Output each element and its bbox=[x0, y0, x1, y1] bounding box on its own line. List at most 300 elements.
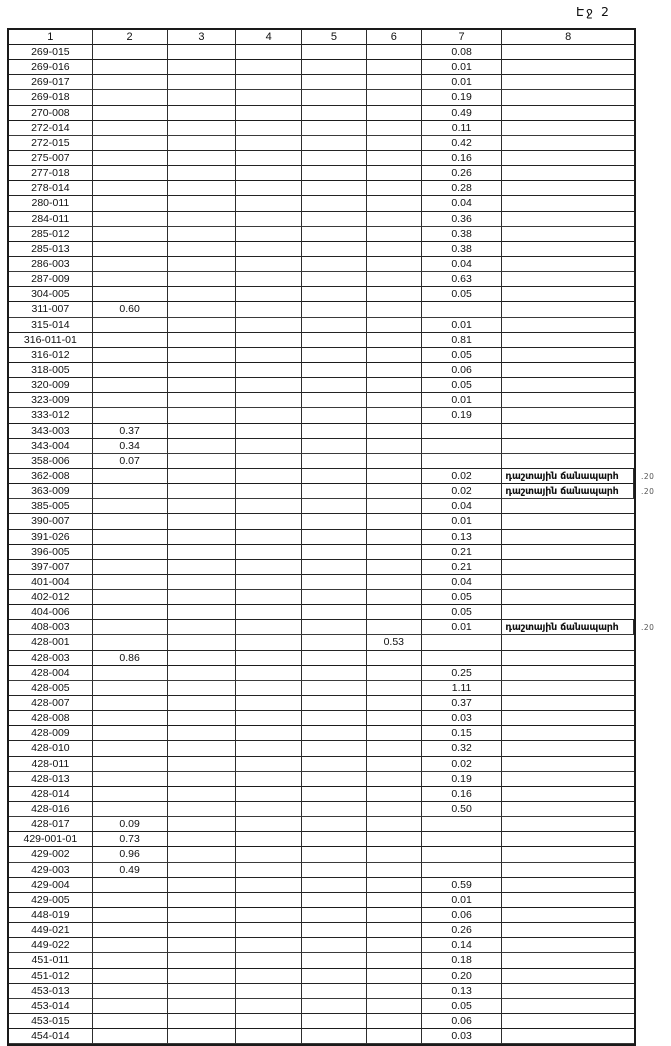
table-row bbox=[9, 302, 634, 317]
cell-col-3 bbox=[168, 60, 237, 75]
cell-col-5 bbox=[302, 242, 367, 257]
cell-col-6 bbox=[367, 378, 422, 393]
cell-col-8 bbox=[502, 196, 634, 211]
cell-col-3 bbox=[168, 439, 237, 454]
cell-col-4 bbox=[236, 878, 302, 893]
cell-col-4 bbox=[236, 393, 302, 408]
cell-col-7: 0.36 bbox=[422, 212, 503, 227]
cell-col-2 bbox=[93, 90, 168, 105]
cell-col-7: 0.04 bbox=[422, 575, 503, 590]
cell-col-4 bbox=[236, 635, 302, 650]
cell-col-5 bbox=[302, 560, 367, 575]
cell-col-5 bbox=[302, 212, 367, 227]
table-row bbox=[9, 45, 634, 60]
cell-col-6 bbox=[367, 348, 422, 363]
cell-col-5 bbox=[302, 772, 367, 787]
cell-col-4 bbox=[236, 121, 302, 136]
cell-col-8 bbox=[502, 60, 634, 75]
table-row bbox=[9, 938, 634, 953]
cell-col-5 bbox=[302, 741, 367, 756]
cell-col-6 bbox=[367, 938, 422, 953]
cell-parcel-id: 318-005 bbox=[9, 363, 93, 378]
cell-col-4 bbox=[236, 893, 302, 908]
table-row bbox=[9, 393, 634, 408]
cell-col-7 bbox=[422, 817, 503, 832]
cell-col-8 bbox=[502, 741, 634, 756]
cell-col-8 bbox=[502, 575, 634, 590]
cell-col-3 bbox=[168, 408, 237, 423]
cell-col-8 bbox=[502, 514, 634, 529]
table-row bbox=[9, 196, 634, 211]
margin-note: .20 bbox=[641, 623, 655, 633]
cell-col-7: 0.04 bbox=[422, 257, 503, 272]
cell-col-7: 0.37 bbox=[422, 696, 503, 711]
column-header-4: 4 bbox=[236, 30, 302, 45]
cell-col-3 bbox=[168, 181, 237, 196]
cell-parcel-id: 270-008 bbox=[9, 106, 93, 121]
table-row bbox=[9, 847, 634, 862]
cell-col-3 bbox=[168, 106, 237, 121]
cell-parcel-id: 429-005 bbox=[9, 893, 93, 908]
cell-col-5 bbox=[302, 121, 367, 136]
cell-col-4 bbox=[236, 454, 302, 469]
cell-col-4 bbox=[236, 1029, 302, 1044]
cell-col-2 bbox=[93, 605, 168, 620]
cell-parcel-id: 285-012 bbox=[9, 227, 93, 242]
cell-col-4 bbox=[236, 272, 302, 287]
cell-col-2 bbox=[93, 560, 168, 575]
cell-col-3 bbox=[168, 348, 237, 363]
cell-col-4 bbox=[236, 60, 302, 75]
cell-col-3 bbox=[168, 741, 237, 756]
table-row bbox=[9, 726, 634, 741]
cell-col-2 bbox=[93, 545, 168, 560]
cell-col-7 bbox=[422, 832, 503, 847]
cell-col-6 bbox=[367, 908, 422, 923]
cell-col-7: 0.01 bbox=[422, 393, 503, 408]
cell-col-3 bbox=[168, 878, 237, 893]
cell-col-2 bbox=[93, 181, 168, 196]
cell-col-2: 0.07 bbox=[93, 454, 168, 469]
cell-col-5 bbox=[302, 75, 367, 90]
cell-col-2 bbox=[93, 696, 168, 711]
cell-col-8 bbox=[502, 151, 634, 166]
cell-col-6 bbox=[367, 545, 422, 560]
cell-parcel-id: 286-003 bbox=[9, 257, 93, 272]
column-header-2: 2 bbox=[93, 30, 168, 45]
cell-col-8 bbox=[502, 530, 634, 545]
cell-col-4 bbox=[236, 227, 302, 242]
cell-col-4 bbox=[236, 1014, 302, 1029]
cell-col-2 bbox=[93, 772, 168, 787]
cell-col-2 bbox=[93, 257, 168, 272]
cell-col-8 bbox=[502, 772, 634, 787]
cell-col-5 bbox=[302, 106, 367, 121]
cell-col-2 bbox=[93, 1029, 168, 1044]
cell-col-8 bbox=[502, 363, 634, 378]
cell-col-4 bbox=[236, 530, 302, 545]
cell-col-8 bbox=[502, 212, 634, 227]
cell-col-3 bbox=[168, 575, 237, 590]
cell-col-4 bbox=[236, 560, 302, 575]
cell-col-2 bbox=[93, 227, 168, 242]
cell-col-3 bbox=[168, 605, 237, 620]
cell-col-5 bbox=[302, 726, 367, 741]
table-row bbox=[9, 832, 634, 847]
cell-col-2: 0.37 bbox=[93, 424, 168, 439]
cell-col-5 bbox=[302, 333, 367, 348]
cell-parcel-id: 428-008 bbox=[9, 711, 93, 726]
cell-col-7: 0.04 bbox=[422, 499, 503, 514]
column-header-8: 8 bbox=[502, 30, 634, 45]
cell-col-2 bbox=[93, 635, 168, 650]
cell-col-2 bbox=[93, 893, 168, 908]
table-row bbox=[9, 878, 634, 893]
cell-col-7: 0.59 bbox=[422, 878, 503, 893]
cell-col-6 bbox=[367, 484, 422, 499]
cell-parcel-id: 428-007 bbox=[9, 696, 93, 711]
cell-col-7: 0.15 bbox=[422, 726, 503, 741]
table-row bbox=[9, 136, 634, 151]
column-header-5: 5 bbox=[302, 30, 367, 45]
cell-col-5 bbox=[302, 45, 367, 60]
table-row bbox=[9, 227, 634, 242]
cell-col-7 bbox=[422, 635, 503, 650]
cell-col-6 bbox=[367, 741, 422, 756]
cell-col-5 bbox=[302, 651, 367, 666]
cell-parcel-id: 385-005 bbox=[9, 499, 93, 514]
cell-col-2: 0.60 bbox=[93, 302, 168, 317]
cell-col-3 bbox=[168, 681, 237, 696]
cell-col-4 bbox=[236, 681, 302, 696]
cell-col-6 bbox=[367, 181, 422, 196]
cell-col-6 bbox=[367, 575, 422, 590]
cell-col-4 bbox=[236, 999, 302, 1014]
cell-col-2 bbox=[93, 60, 168, 75]
cell-col-8: դաշտային ճանապարհ bbox=[502, 620, 634, 635]
cell-col-8 bbox=[502, 893, 634, 908]
cell-col-5 bbox=[302, 681, 367, 696]
cell-parcel-id: 428-001 bbox=[9, 635, 93, 650]
cell-parcel-id: 453-014 bbox=[9, 999, 93, 1014]
cell-col-2 bbox=[93, 166, 168, 181]
cell-col-5 bbox=[302, 711, 367, 726]
cell-col-6 bbox=[367, 878, 422, 893]
cell-col-6 bbox=[367, 711, 422, 726]
cell-parcel-id: 269-018 bbox=[9, 90, 93, 105]
cell-parcel-id: 428-011 bbox=[9, 757, 93, 772]
cell-col-6 bbox=[367, 953, 422, 968]
cell-col-5 bbox=[302, 878, 367, 893]
cell-col-7: 0.01 bbox=[422, 514, 503, 529]
cell-col-7: 0.38 bbox=[422, 227, 503, 242]
cell-parcel-id: 284-011 bbox=[9, 212, 93, 227]
cell-col-5 bbox=[302, 499, 367, 514]
cell-col-8 bbox=[502, 984, 634, 999]
cell-col-3 bbox=[168, 378, 237, 393]
cell-col-2 bbox=[93, 272, 168, 287]
cell-col-4 bbox=[236, 863, 302, 878]
cell-col-8 bbox=[502, 424, 634, 439]
cell-col-8 bbox=[502, 969, 634, 984]
cell-col-3 bbox=[168, 938, 237, 953]
cell-col-7 bbox=[422, 302, 503, 317]
cell-col-2 bbox=[93, 741, 168, 756]
cell-parcel-id: 429-004 bbox=[9, 878, 93, 893]
cell-col-3 bbox=[168, 393, 237, 408]
cell-col-4 bbox=[236, 90, 302, 105]
cell-col-4 bbox=[236, 832, 302, 847]
cell-col-6 bbox=[367, 212, 422, 227]
cell-col-8 bbox=[502, 45, 634, 60]
cell-parcel-id: 269-015 bbox=[9, 45, 93, 60]
cell-col-3 bbox=[168, 923, 237, 938]
cell-col-6 bbox=[367, 757, 422, 772]
cell-parcel-id: 428-013 bbox=[9, 772, 93, 787]
cell-parcel-id: 428-009 bbox=[9, 726, 93, 741]
cell-col-6 bbox=[367, 272, 422, 287]
cell-col-6 bbox=[367, 227, 422, 242]
cell-col-8 bbox=[502, 711, 634, 726]
table-row bbox=[9, 60, 634, 75]
table-row bbox=[9, 787, 634, 802]
cell-col-2 bbox=[93, 242, 168, 257]
column-header-7: 7 bbox=[422, 30, 503, 45]
cell-col-4 bbox=[236, 908, 302, 923]
cell-col-7: 0.16 bbox=[422, 151, 503, 166]
cell-col-5 bbox=[302, 393, 367, 408]
table-row bbox=[9, 378, 634, 393]
cell-col-3 bbox=[168, 499, 237, 514]
cell-col-7: 0.18 bbox=[422, 953, 503, 968]
cell-col-3 bbox=[168, 984, 237, 999]
table-row bbox=[9, 318, 634, 333]
cell-col-4 bbox=[236, 605, 302, 620]
cell-col-5 bbox=[302, 635, 367, 650]
cell-col-3 bbox=[168, 817, 237, 832]
cell-parcel-id: 429-001-01 bbox=[9, 832, 93, 847]
cell-col-6 bbox=[367, 605, 422, 620]
cell-col-5 bbox=[302, 257, 367, 272]
cell-col-4 bbox=[236, 802, 302, 817]
cell-col-4 bbox=[236, 575, 302, 590]
table-row bbox=[9, 272, 634, 287]
table-row bbox=[9, 817, 634, 832]
cell-col-2 bbox=[93, 711, 168, 726]
cell-col-6 bbox=[367, 196, 422, 211]
cell-parcel-id: 280-011 bbox=[9, 196, 93, 211]
cell-col-2 bbox=[93, 984, 168, 999]
cell-col-3 bbox=[168, 469, 237, 484]
cell-col-2 bbox=[93, 923, 168, 938]
cell-col-2 bbox=[93, 999, 168, 1014]
cell-col-8 bbox=[502, 878, 634, 893]
cell-col-5 bbox=[302, 953, 367, 968]
cell-parcel-id: 311-007 bbox=[9, 302, 93, 317]
cell-col-8 bbox=[502, 605, 634, 620]
cell-col-7: 0.02 bbox=[422, 484, 503, 499]
table-row bbox=[9, 757, 634, 772]
cell-col-3 bbox=[168, 136, 237, 151]
cell-col-5 bbox=[302, 514, 367, 529]
cell-col-3 bbox=[168, 545, 237, 560]
table-row bbox=[9, 923, 634, 938]
cell-col-7: 0.20 bbox=[422, 969, 503, 984]
cell-col-5 bbox=[302, 272, 367, 287]
cell-col-6 bbox=[367, 984, 422, 999]
cell-col-5 bbox=[302, 530, 367, 545]
cell-col-7: 0.05 bbox=[422, 287, 503, 302]
cell-col-3 bbox=[168, 847, 237, 862]
table-row bbox=[9, 439, 634, 454]
cell-col-6 bbox=[367, 893, 422, 908]
cell-col-3 bbox=[168, 651, 237, 666]
cell-col-5 bbox=[302, 348, 367, 363]
cell-col-4 bbox=[236, 287, 302, 302]
cell-col-6 bbox=[367, 90, 422, 105]
cell-parcel-id: 363-009 bbox=[9, 484, 93, 499]
table-row bbox=[9, 620, 655, 635]
cell-col-8 bbox=[502, 121, 634, 136]
cell-parcel-id: 428-017 bbox=[9, 817, 93, 832]
cell-col-5 bbox=[302, 893, 367, 908]
cell-col-6 bbox=[367, 863, 422, 878]
cell-parcel-id: 429-003 bbox=[9, 863, 93, 878]
cell-col-2 bbox=[93, 757, 168, 772]
cell-col-6 bbox=[367, 106, 422, 121]
table-row bbox=[9, 424, 634, 439]
cell-col-2 bbox=[93, 908, 168, 923]
cell-col-4 bbox=[236, 318, 302, 333]
cell-parcel-id: 404-006 bbox=[9, 605, 93, 620]
cell-col-4 bbox=[236, 106, 302, 121]
cell-col-4 bbox=[236, 741, 302, 756]
cell-col-3 bbox=[168, 272, 237, 287]
cell-col-4 bbox=[236, 424, 302, 439]
cell-col-4 bbox=[236, 666, 302, 681]
cell-col-5 bbox=[302, 605, 367, 620]
cell-col-4 bbox=[236, 545, 302, 560]
cell-col-8 bbox=[502, 454, 634, 469]
cell-col-2 bbox=[93, 953, 168, 968]
cell-col-7: 0.50 bbox=[422, 802, 503, 817]
cell-col-8: դաշտային ճանապարհ bbox=[502, 484, 634, 499]
cell-col-3 bbox=[168, 454, 237, 469]
cell-parcel-id: 343-003 bbox=[9, 424, 93, 439]
cell-col-4 bbox=[236, 196, 302, 211]
cell-col-5 bbox=[302, 863, 367, 878]
cell-col-8 bbox=[502, 393, 634, 408]
cell-col-2 bbox=[93, 136, 168, 151]
cell-parcel-id: 315-014 bbox=[9, 318, 93, 333]
cell-col-7: 0.13 bbox=[422, 530, 503, 545]
cell-col-2 bbox=[93, 45, 168, 60]
cell-col-2 bbox=[93, 969, 168, 984]
cell-col-5 bbox=[302, 696, 367, 711]
cell-col-8 bbox=[502, 106, 634, 121]
cell-col-3 bbox=[168, 560, 237, 575]
column-header-1: 1 bbox=[9, 30, 93, 45]
table-row bbox=[9, 287, 634, 302]
cell-col-3 bbox=[168, 832, 237, 847]
cell-parcel-id: 428-014 bbox=[9, 787, 93, 802]
cell-col-2 bbox=[93, 499, 168, 514]
cell-col-5 bbox=[302, 757, 367, 772]
cell-col-7: 0.42 bbox=[422, 136, 503, 151]
cell-col-5 bbox=[302, 484, 367, 499]
cell-col-6 bbox=[367, 832, 422, 847]
cell-col-6 bbox=[367, 424, 422, 439]
cell-col-2: 0.49 bbox=[93, 863, 168, 878]
cell-col-2 bbox=[93, 363, 168, 378]
cell-col-7: 0.01 bbox=[422, 60, 503, 75]
table-row bbox=[9, 605, 634, 620]
cell-col-7: 0.01 bbox=[422, 318, 503, 333]
table-row bbox=[9, 863, 634, 878]
cell-col-4 bbox=[236, 726, 302, 741]
cell-col-8 bbox=[502, 757, 634, 772]
cell-parcel-id: 316-011-01 bbox=[9, 333, 93, 348]
cell-col-8 bbox=[502, 666, 634, 681]
cell-col-5 bbox=[302, 196, 367, 211]
cell-col-7: 0.05 bbox=[422, 999, 503, 1014]
cell-col-7: 0.06 bbox=[422, 1014, 503, 1029]
cell-col-4 bbox=[236, 711, 302, 726]
cell-col-6 bbox=[367, 439, 422, 454]
cell-col-3 bbox=[168, 333, 237, 348]
cell-col-4 bbox=[236, 75, 302, 90]
cell-col-2 bbox=[93, 318, 168, 333]
cell-col-7: 0.21 bbox=[422, 545, 503, 560]
cell-col-3 bbox=[168, 90, 237, 105]
cell-col-2 bbox=[93, 75, 168, 90]
cell-col-4 bbox=[236, 136, 302, 151]
cell-parcel-id: 451-012 bbox=[9, 969, 93, 984]
table-row bbox=[9, 908, 634, 923]
cell-col-4 bbox=[236, 514, 302, 529]
cell-col-4 bbox=[236, 499, 302, 514]
cell-parcel-id: 390-007 bbox=[9, 514, 93, 529]
cell-col-7: 0.32 bbox=[422, 741, 503, 756]
page-number-label: Էջ 2 bbox=[576, 4, 611, 19]
cell-col-8 bbox=[502, 348, 634, 363]
cell-col-3 bbox=[168, 227, 237, 242]
cell-col-6 bbox=[367, 242, 422, 257]
table-row bbox=[9, 1014, 634, 1029]
table-row bbox=[9, 454, 634, 469]
cell-col-6 bbox=[367, 969, 422, 984]
cell-col-3 bbox=[168, 711, 237, 726]
cell-col-8 bbox=[502, 181, 634, 196]
cell-col-7: 0.05 bbox=[422, 378, 503, 393]
cell-col-8 bbox=[502, 560, 634, 575]
cell-col-7: 0.01 bbox=[422, 75, 503, 90]
cell-col-6 bbox=[367, 454, 422, 469]
cell-col-7: 0.26 bbox=[422, 166, 503, 181]
cell-col-5 bbox=[302, 302, 367, 317]
table-row bbox=[9, 696, 634, 711]
cell-col-5 bbox=[302, 469, 367, 484]
cell-col-8 bbox=[502, 499, 634, 514]
cell-parcel-id: 408-003 bbox=[9, 620, 93, 635]
cell-col-5 bbox=[302, 847, 367, 862]
cell-col-8 bbox=[502, 908, 634, 923]
cell-col-6 bbox=[367, 560, 422, 575]
table-row bbox=[9, 893, 634, 908]
cell-col-3 bbox=[168, 287, 237, 302]
cell-col-3 bbox=[168, 635, 237, 650]
cell-parcel-id: 428-004 bbox=[9, 666, 93, 681]
